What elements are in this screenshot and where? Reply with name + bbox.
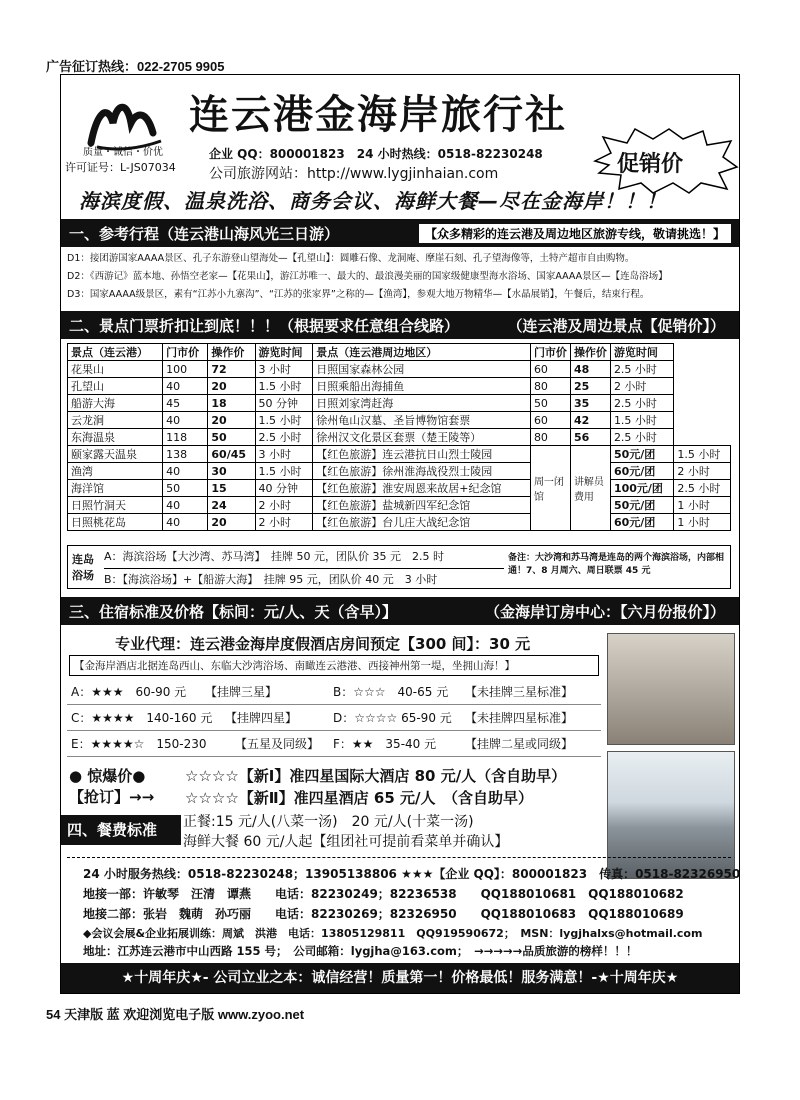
table-cell: 48: [570, 361, 610, 378]
guide-fee-note: 讲解员费用: [570, 446, 610, 531]
ad-hotline: 广告征订热线：022-2705 9905: [46, 59, 225, 74]
table-row: [68, 429, 731, 446]
section-hotel-title: 三、住宿标准及价格【标间：元/人、天（含早）】: [69, 602, 397, 621]
page-footer: 54 天津版 蓝 欢迎浏览电子版 www.zyoo.net: [46, 1007, 305, 1022]
rate-b: B：☆☆☆ 40-65 元: [333, 685, 449, 699]
hotel-agency: 专业代理：连云港金海岸度假酒店房间预定【300 间】：30 元: [115, 635, 531, 653]
hot-deal-2: ☆☆☆☆【新Ⅱ】准四星酒店 65 元/人 （含自助早）: [185, 789, 533, 807]
table-cell: 35: [570, 395, 610, 412]
table-cell: 1 小时: [674, 497, 731, 514]
table-cell: 118: [163, 429, 208, 446]
company-name: 连云港金海岸旅行社: [189, 91, 567, 138]
itinerary-d2: D2：《西游记》蓝本地、孙悟空老家—【花果山】，游江苏唯一、最大的、最浪漫美丽的国家级健康型海水浴场、国家AAAA景区—【连岛浴场】: [67, 271, 668, 282]
island-option-b: B：【海滨浴场】+【船游大海】 挂牌 95 元，团队价 40 元 3 小时: [104, 568, 504, 590]
table-cell: 1 小时: [674, 514, 731, 531]
table-cell: 24: [208, 497, 255, 514]
logo-tagline: 质量・诚信・价优: [83, 147, 163, 158]
ad-frame: [60, 74, 740, 994]
section-hotel-header: [61, 597, 739, 625]
table-cell: 日照竹洞天: [68, 497, 163, 514]
table-cell: 2.5 小时: [674, 480, 731, 497]
dept-two: 地接二部：张岩 魏萌 孙巧丽 电话：82230269；82326950 QQ188010683 QQ188010689: [83, 907, 684, 921]
table-cell: 50元/团: [610, 446, 673, 463]
rate-e-class: 【五星及同级】: [235, 737, 320, 751]
hotel-room-photo: [607, 633, 735, 745]
license-number: 许可证号：L-JS07034: [65, 161, 176, 174]
table-cell: 【红色旅游】连云港抗日山烈士陵园: [313, 446, 531, 463]
table-cell: 1.5 小时: [610, 412, 673, 429]
hotel-rate-row: [67, 731, 601, 757]
table-cell: 20: [208, 412, 255, 429]
table-row: [68, 446, 731, 463]
table-row: [68, 361, 731, 378]
table-cell: 40: [163, 412, 208, 429]
table-cell: 50 分钟: [255, 395, 313, 412]
closed-note: 周一闭馆: [530, 446, 570, 531]
table-cell: 2 小时: [255, 497, 313, 514]
hotel-rate-row: [67, 679, 601, 705]
table-header: 游览时间: [610, 344, 673, 361]
table-row: [68, 395, 731, 412]
section-tickets-note: （连云港及周边景点【促销价】）: [507, 316, 725, 335]
table-cell: 15: [208, 480, 255, 497]
table-cell: 100: [163, 361, 208, 378]
island-beach-box: [67, 545, 731, 589]
table-cell: 徐州龟山汉墓、圣旨博物馆套票: [313, 412, 531, 429]
rate-a-class: 【挂牌三星】: [205, 685, 278, 699]
island-note: 备注：大沙湾和苏马湾是连岛的两个海滨浴场，内部相通！7、8 月周六、周日联票 45 元: [508, 553, 725, 576]
table-header: 操作价: [208, 344, 255, 361]
table-cell: 50: [530, 395, 570, 412]
table-cell: 40: [163, 497, 208, 514]
rate-c: C：★★★★ 140-160 元: [71, 711, 213, 725]
table-cell: 50: [208, 429, 255, 446]
table-cell: 东海温泉: [68, 429, 163, 446]
table-header: 游览时间: [255, 344, 313, 361]
table-cell: 云龙涧: [68, 412, 163, 429]
table-cell: 【红色旅游】淮安周恩来故居+纪念馆: [313, 480, 531, 497]
table-cell: 日照乘船出海捕鱼: [313, 378, 531, 395]
meal-standard: 正餐:15 元/人(八菜一汤) 20 元/人(十菜一汤): [183, 814, 474, 830]
itinerary-d1: D1：接团游国家AAAA景区、孔子东游登山望海处—【孔望山】：圆雕石像、龙洞庵、摩崖石刻、孔子望海像等，土特产超市自由购物。: [67, 253, 635, 264]
table-cell: 20: [208, 378, 255, 395]
table-cell: 日照国家森林公园: [313, 361, 531, 378]
section-hotel-note: （金海岸订房中心：【六月份报价】）: [484, 602, 725, 621]
table-cell: 40: [163, 378, 208, 395]
anniversary-banner: ★十周年庆★- 公司立业之本：诚信经营！质量第一！价格最低！服务满意！-★十周年庆★: [61, 963, 739, 993]
table-cell: 【红色旅游】徐州淮海战役烈士陵园: [313, 463, 531, 480]
table-cell: 2.5 小时: [610, 361, 673, 378]
rate-d-class: 【未挂牌四星标准】: [465, 711, 574, 725]
hotel-rates: [67, 679, 601, 757]
table-cell: 56: [570, 429, 610, 446]
conference-contact: ◆会议会展&企业拓展训练：周斌 洪港 电话：13805129811 QQ919590672； MSN：lygjhalxs@hotmail.com: [83, 927, 703, 940]
table-row: [68, 463, 731, 480]
table-cell: 60: [530, 361, 570, 378]
table-row: [68, 514, 731, 531]
table-cell: 138: [163, 446, 208, 463]
table-header: 景点（连云港周边地区）: [313, 344, 531, 361]
dept-one: 地接一部：许敏琴 汪清 谭燕 电话：82230249；82236538 QQ188010681 QQ188010682: [83, 887, 684, 901]
hot-deal-book: 【抢订】→→: [69, 788, 155, 806]
table-cell: 60元/团: [610, 463, 673, 480]
table-header: 门市价: [530, 344, 570, 361]
sea-view-photo: [607, 751, 735, 879]
table-cell: 渔湾: [68, 463, 163, 480]
table-cell: 18: [208, 395, 255, 412]
table-cell: 25: [570, 378, 610, 395]
hot-deal-1: ☆☆☆☆【新Ⅰ】准四星国际大酒店 80 元/人（含自助早）: [185, 767, 567, 785]
meal-seafood: 海鲜大餐 60 元/人起【组团社可提前看菜单并确认】: [183, 834, 509, 850]
table-cell: 1.5 小时: [674, 446, 731, 463]
table-cell: 徐州汉文化景区套票（楚王陵等）: [313, 429, 531, 446]
table-cell: 3 小时: [255, 446, 313, 463]
rate-e: E：★★★★☆ 150-230: [71, 737, 207, 751]
table-cell: 船游大海: [68, 395, 163, 412]
table-cell: 孔望山: [68, 378, 163, 395]
table-cell: 45: [163, 395, 208, 412]
table-cell: 60元/团: [610, 514, 673, 531]
rate-d: D：☆☆☆☆ 65-90 元: [333, 711, 452, 725]
table-cell: 2.5 小时: [610, 429, 673, 446]
address-line: 地址：江苏连云港市中山西路 155 号； 公司邮箱：lygjha@163.com； →→→→→品质旅游的榜样！！！: [83, 944, 638, 958]
table-header: 景点（连云港）: [68, 344, 163, 361]
table-cell: 【红色旅游】盐城新四军纪念馆: [313, 497, 531, 514]
hot-deal-title: ● 惊爆价●: [69, 767, 146, 785]
table-header: 门市价: [163, 344, 208, 361]
table-cell: 日照桃花岛: [68, 514, 163, 531]
divider: [67, 857, 731, 858]
promo-label: 促销价: [617, 152, 684, 177]
section-meal-title: 四、餐费标准: [61, 815, 181, 845]
rate-f: F：★★ 35-40 元: [333, 737, 437, 751]
table-cell: 40 分钟: [255, 480, 313, 497]
table-cell: 80: [530, 429, 570, 446]
table-cell: 50: [163, 480, 208, 497]
section-itinerary-header: [61, 219, 739, 247]
table-cell: 1.5 小时: [255, 378, 313, 395]
table-cell: 100元/团: [610, 480, 673, 497]
rate-a: A：★★★ 60-90 元: [71, 685, 187, 699]
table-cell: 42: [570, 412, 610, 429]
table-cell: 海洋馆: [68, 480, 163, 497]
table-cell: 颐家露天温泉: [68, 446, 163, 463]
table-cell: 72: [208, 361, 255, 378]
table-cell: 花果山: [68, 361, 163, 378]
table-cell: 80: [530, 378, 570, 395]
table-row: [68, 480, 731, 497]
company-contacts: 企业 QQ：800001823 24 小时热线：0518-82230248: [209, 147, 543, 161]
rate-f-class: 【挂牌二星或同级】: [465, 737, 574, 751]
section-itinerary-title: 一、参考行程（连云港山海风光三日游）: [69, 224, 340, 243]
table-cell: 2 小时: [255, 514, 313, 531]
table-cell: 3 小时: [255, 361, 313, 378]
table-header-row: [68, 344, 731, 361]
slogan: 海滨度假、温泉洗浴、商务会议、海鲜大餐—尽在金海岸！！！: [79, 189, 667, 213]
table-cell: 2 小时: [610, 378, 673, 395]
table-cell: 2 小时: [674, 463, 731, 480]
table-cell: 日照刘家湾赶海: [313, 395, 531, 412]
table-cell: 40: [163, 514, 208, 531]
table-row: [68, 497, 731, 514]
section-tickets-title: 二、景点门票折扣让到底！！！（根据要求任意组合线路）: [69, 316, 460, 335]
table-cell: 2.5 小时: [610, 395, 673, 412]
table-cell: 60: [530, 412, 570, 429]
table-cell: 40: [163, 463, 208, 480]
table-cell: 1.5 小时: [255, 412, 313, 429]
table-cell: 30: [208, 463, 255, 480]
section-tickets-header: [61, 311, 739, 339]
hotel-rate-row: [67, 705, 601, 731]
company-website[interactable]: 公司旅游网站：http://www.lygjinhaian.com: [209, 166, 499, 182]
section-itinerary-note: 【众多精彩的连云港及周边地区旅游专线，敬请挑选！】: [419, 224, 731, 243]
ticket-price-table: [67, 343, 731, 531]
island-option-a: A：海滨浴场【大沙湾、苏马湾】 挂牌 50 元，团队价 35 元 2.5 时: [104, 550, 444, 563]
table-cell: 20: [208, 514, 255, 531]
table-cell: 60/45: [208, 446, 255, 463]
table-row: [68, 378, 731, 395]
hotel-location-note: 【金海岸酒店北据连岛西山、东临大沙湾浴场、南瞰连云港港、西接神州第一堤，坐拥山海！】: [69, 655, 599, 676]
rate-c-class: 【挂牌四星】: [225, 711, 298, 725]
table-cell: 2.5 小时: [255, 429, 313, 446]
hot-deal-label: [69, 765, 154, 807]
table-row: [68, 412, 731, 429]
itinerary-d3: D3：国家AAAA级景区，素有“江苏小九寨沟”、“江苏的张家界”之称的—【渔湾】，参观大地万物精华—【水晶展销】，午餐后，结束行程。: [67, 289, 650, 300]
table-cell: 【红色旅游】台儿庄大战纪念馆: [313, 514, 531, 531]
island-beach-label: 连岛浴场: [72, 553, 94, 582]
service-hotline: 24 小时服务热线：0518-82230248；13905138806 ★★★【企业 QQ】：800001823 传真：0518-82326950: [83, 867, 741, 881]
table-cell: 1.5 小时: [255, 463, 313, 480]
table-header: 操作价: [570, 344, 610, 361]
rate-b-class: 【未挂牌三星标准】: [465, 685, 574, 699]
table-cell: 50元/团: [610, 497, 673, 514]
